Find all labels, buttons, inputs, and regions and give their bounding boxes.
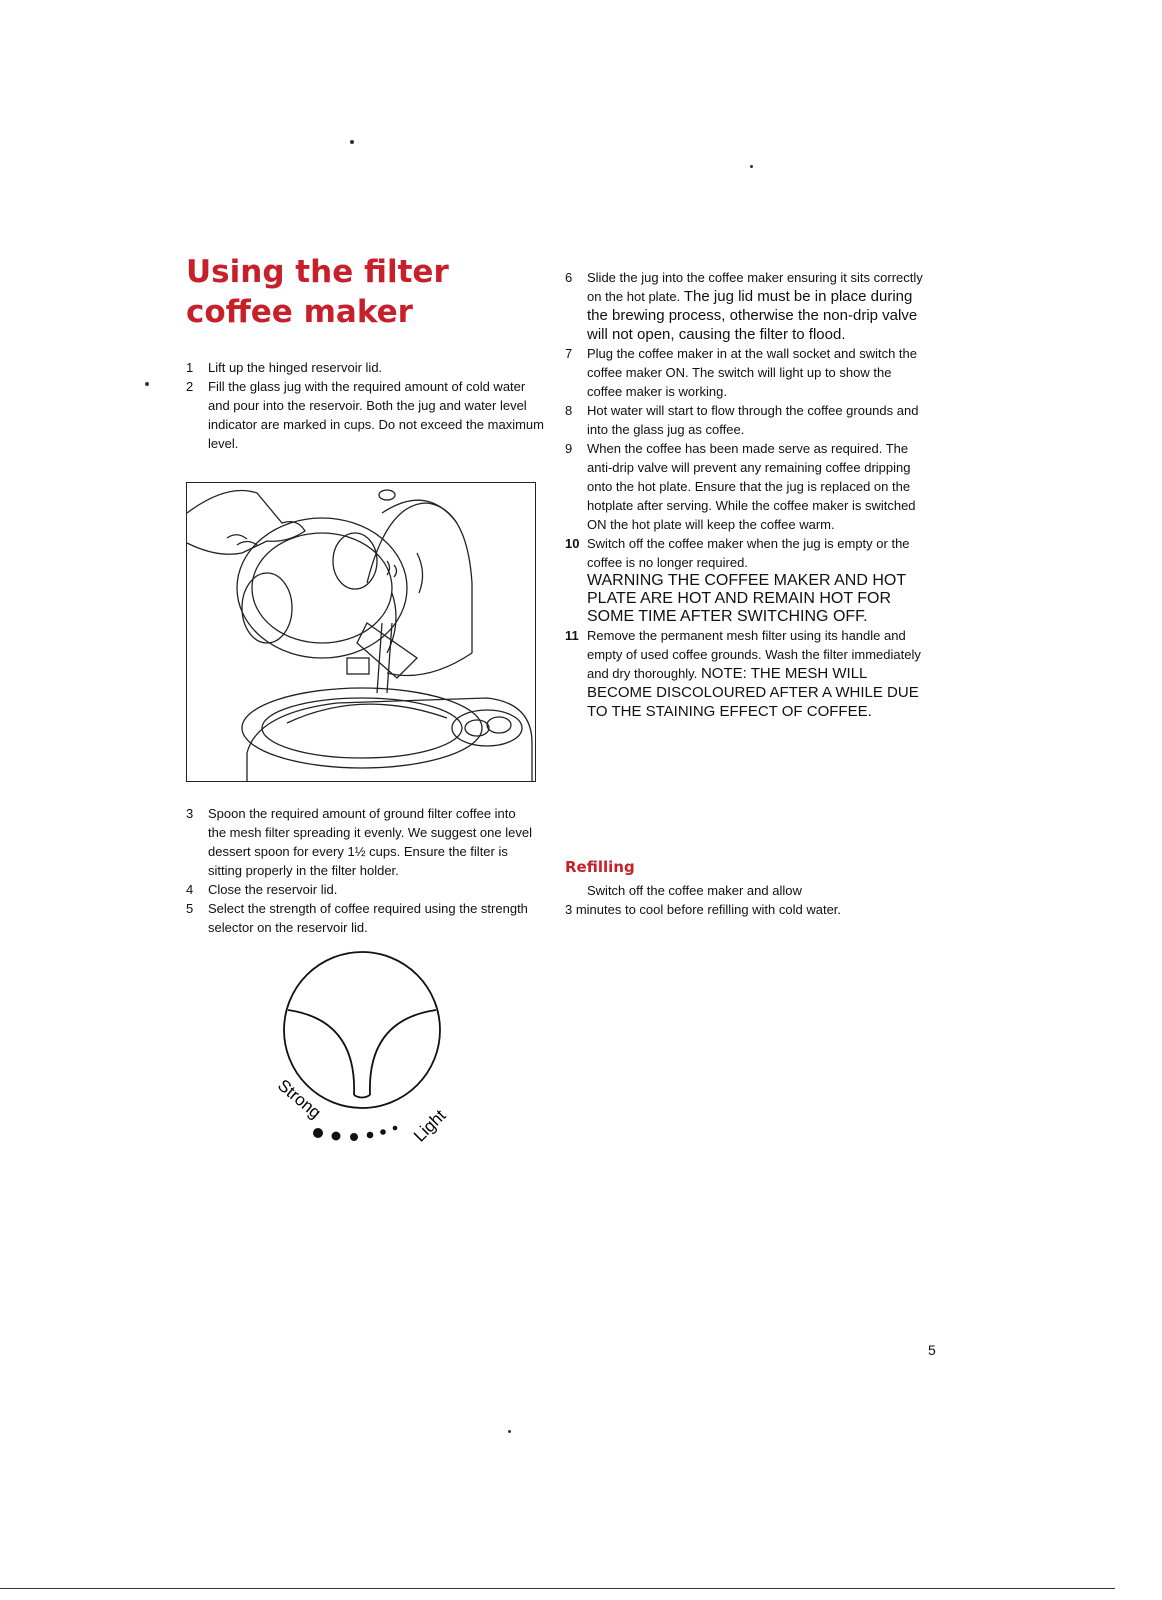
step-text: Slide the jug into the coffee maker ensuring it sits correctly on the hot plate. — [587, 270, 923, 304]
step-5 — [186, 899, 536, 937]
step-number: 10 — [565, 536, 580, 551]
step-1 — [186, 358, 546, 377]
light-label: Light — [409, 1106, 450, 1146]
step-text: Fill the glass jug with the required amount of cold water and pour into the reservoir. Both the jug and water level indicator are marked in cups. Do not exceed the maximum level. — [208, 379, 544, 451]
step-number: 2 — [186, 379, 194, 394]
step-10 — [565, 534, 930, 626]
refilling-line-2: 3 minutes to cool before refilling with cold water. — [565, 902, 842, 917]
step-3 — [186, 804, 536, 880]
step-text: Spoon the required amount of ground filter coffee into the mesh filter spreading it evenly. We suggest one level dessert spoon for every 1½ cups. Ensure the filter is sitting properly in the filter holder. — [208, 806, 532, 878]
scan-speck — [350, 140, 354, 144]
steps-list-3 — [565, 268, 930, 721]
refilling-line-1: Switch off the coffee maker and allow — [587, 883, 802, 898]
steps-list-2 — [186, 804, 536, 937]
step-text: Select the strength of coffee required using the strength selector on the reservoir lid. — [208, 901, 528, 935]
step-number: 5 — [186, 901, 194, 916]
step-number: 7 — [565, 346, 573, 361]
refilling-text — [565, 881, 945, 919]
strength-dots — [313, 1126, 397, 1141]
step-number: 4 — [186, 882, 194, 897]
scan-speck — [508, 1430, 511, 1433]
step-6 — [565, 268, 930, 344]
pouring-jug-icon — [187, 483, 535, 781]
step-text: Switch off the coffee maker when the jug is empty or the coffee is no longer required. — [587, 536, 910, 570]
step-2 — [186, 377, 546, 453]
step-number: 8 — [565, 403, 573, 418]
step-4 — [186, 880, 536, 899]
step-8 — [565, 401, 930, 439]
strength-dial-icon — [262, 950, 462, 1160]
steps-list-1 — [186, 358, 546, 453]
scan-speck — [145, 382, 149, 386]
step-7 — [565, 344, 930, 401]
strong-label: Strong — [274, 1075, 325, 1123]
coffee-maker-illustration — [186, 482, 536, 782]
refilling-heading: Refilling — [565, 858, 635, 876]
step-text: Plug the coffee maker in at the wall socket and switch the coffee maker ON. The switch will light up to show the coffee maker is working. — [587, 346, 917, 399]
page-number: 5 — [928, 1342, 936, 1358]
step-11 — [565, 626, 930, 721]
step-number: 1 — [186, 360, 194, 375]
step-text: Close the reservoir lid. — [208, 882, 338, 897]
strength-selector-dial — [262, 950, 462, 1160]
note-text: NOTE: THE MESH WILL BECOME DISCOLOURED AFTER A WHILE DUE TO THE STAINING EFFECT OF COFFEE. — [587, 665, 919, 720]
scan-speck — [750, 165, 753, 168]
step-number: 9 — [565, 441, 573, 456]
step-text: Hot water will start to flow through the coffee grounds and into the glass jug as coffee. — [587, 403, 919, 437]
warning-text: WARNING THE COFFEE MAKER AND HOT PLATE ARE HOT AND REMAIN HOT FOR SOME TIME AFTER SWITCHING OFF. — [587, 572, 906, 625]
page-title: Using the filter coffee maker — [186, 254, 449, 330]
step-text: When the coffee has been made serve as required. The anti-drip valve will prevent any remaining coffee dripping onto the hot plate. Ensure that the jug is replaced on the hotplate after serving. While the coffee maker is switched ON the hot plate will keep the coffee warm. — [587, 441, 916, 532]
step-9 — [565, 439, 930, 534]
step-text: Remove the permanent mesh filter using its handle and empty of used coffee grounds. Wash the filter immediately and dry thoroughly. — [587, 628, 921, 681]
step-text: Lift up the hinged reservoir lid. — [208, 360, 383, 375]
bottom-divider — [0, 1588, 1115, 1589]
step-caution: The jug lid must be in place during the brewing process, otherwise the non-drip valve will not open, causing the filter to flood. — [587, 288, 918, 343]
step-number: 11 — [565, 628, 579, 643]
step-number: 6 — [565, 270, 573, 285]
step-number: 3 — [186, 806, 194, 821]
